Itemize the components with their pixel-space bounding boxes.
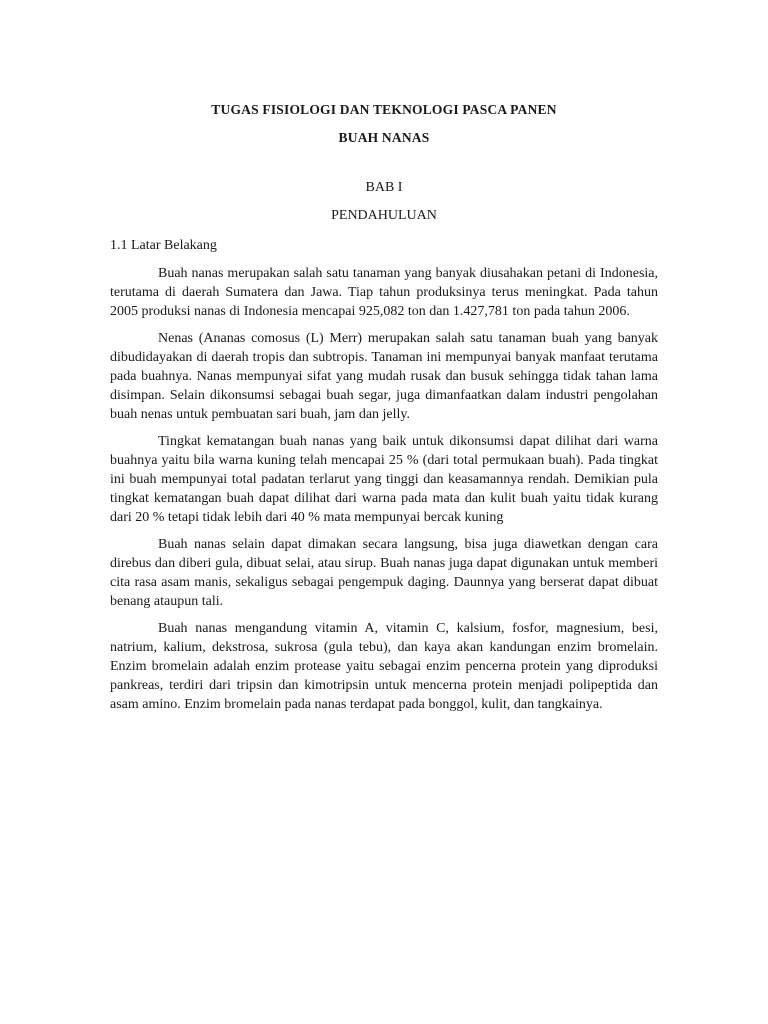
paragraph: Nenas (Ananas comosus (L) Merr) merupakan salah satu tanaman buah yang banyak dibudidayakan di daerah tropis dan subtropis. Tanaman ini mempunyai banyak manfaat terutama pada buahnya. Nanas mempunyai sifat yang mudah rusak dan busuk sehingga tidak tahan lama disimpan. Selain dikonsumsi sebagai buah segar, juga dimanfaatkan dalam industri pengolahan buah nenas untuk pembuatan sari buah, jam dan jelly.: [110, 331, 658, 422]
chapter-title: PENDAHULUAN: [331, 208, 437, 223]
paragraph: Buah nanas mengandung vitamin A, vitamin C, kalsium, fosfor, magnesium, besi, natrium, kalium, dekstrosa, sukrosa (gula tebu), dan kaya akan kandungan enzim bromelain. Enzim bromelain adalah enzim protease yaitu sebagai enzim pencerna protein yang diproduksi pankreas, terdiri dari tripsin dan kimotripsin untuk mencerna protein menjadi polipeptida dan asam amino. Enzim bromelain pada nanas terdapat pada bonggol, kulit, dan tangkainya.: [110, 621, 658, 712]
paragraph: Buah nanas selain dapat dimakan secara langsung, bisa juga diawetkan dengan cara direbus dan diberi gula, dibuat selai, atau sirup. Buah nanas juga dapat digunakan untuk memberi cita rasa asam manis, sekaligus sebagai pengempuk daging. Daunnya yang berserat dapat dibuat benang ataupun tali.: [110, 537, 658, 609]
document-subtitle: BUAH NANAS: [338, 130, 430, 145]
paragraph: Buah nanas merupakan salah satu tanaman yang banyak diusahakan petani di Indonesia, terutama di daerah Sumatera dan Jawa. Tiap tahun produksinya terus meningkat. Pada tahun 2005 produksi nanas di Indonesia mencapai 925,082 ton dan 1.427,781 ton pada tahun 2006.: [110, 266, 658, 319]
document-page: [110, 100, 658, 722]
section-heading: 1.1 Latar Belakang: [110, 238, 217, 253]
paragraph: Tingkat kematangan buah nanas yang baik untuk dikonsumsi dapat dilihat dari warna buahnya yaitu bila warna kuning telah mencapai 25 % (dari total permukaan buah). Pada tingkat ini buah mempunyai total padatan terlarut yang tinggi dan keasamannya rendah. Demikian pula tingkat kematangan buah dapat dilihat dari warna pada mata dan kulit buah yaitu tidak kurang dari 20 % tetapi tidak lebih dari 40 % mata mempunyai bercak kuning: [110, 434, 658, 525]
document-title: TUGAS FISIOLOGI DAN TEKNOLOGI PASCA PANEN: [211, 102, 557, 117]
chapter-number: BAB I: [365, 180, 403, 195]
